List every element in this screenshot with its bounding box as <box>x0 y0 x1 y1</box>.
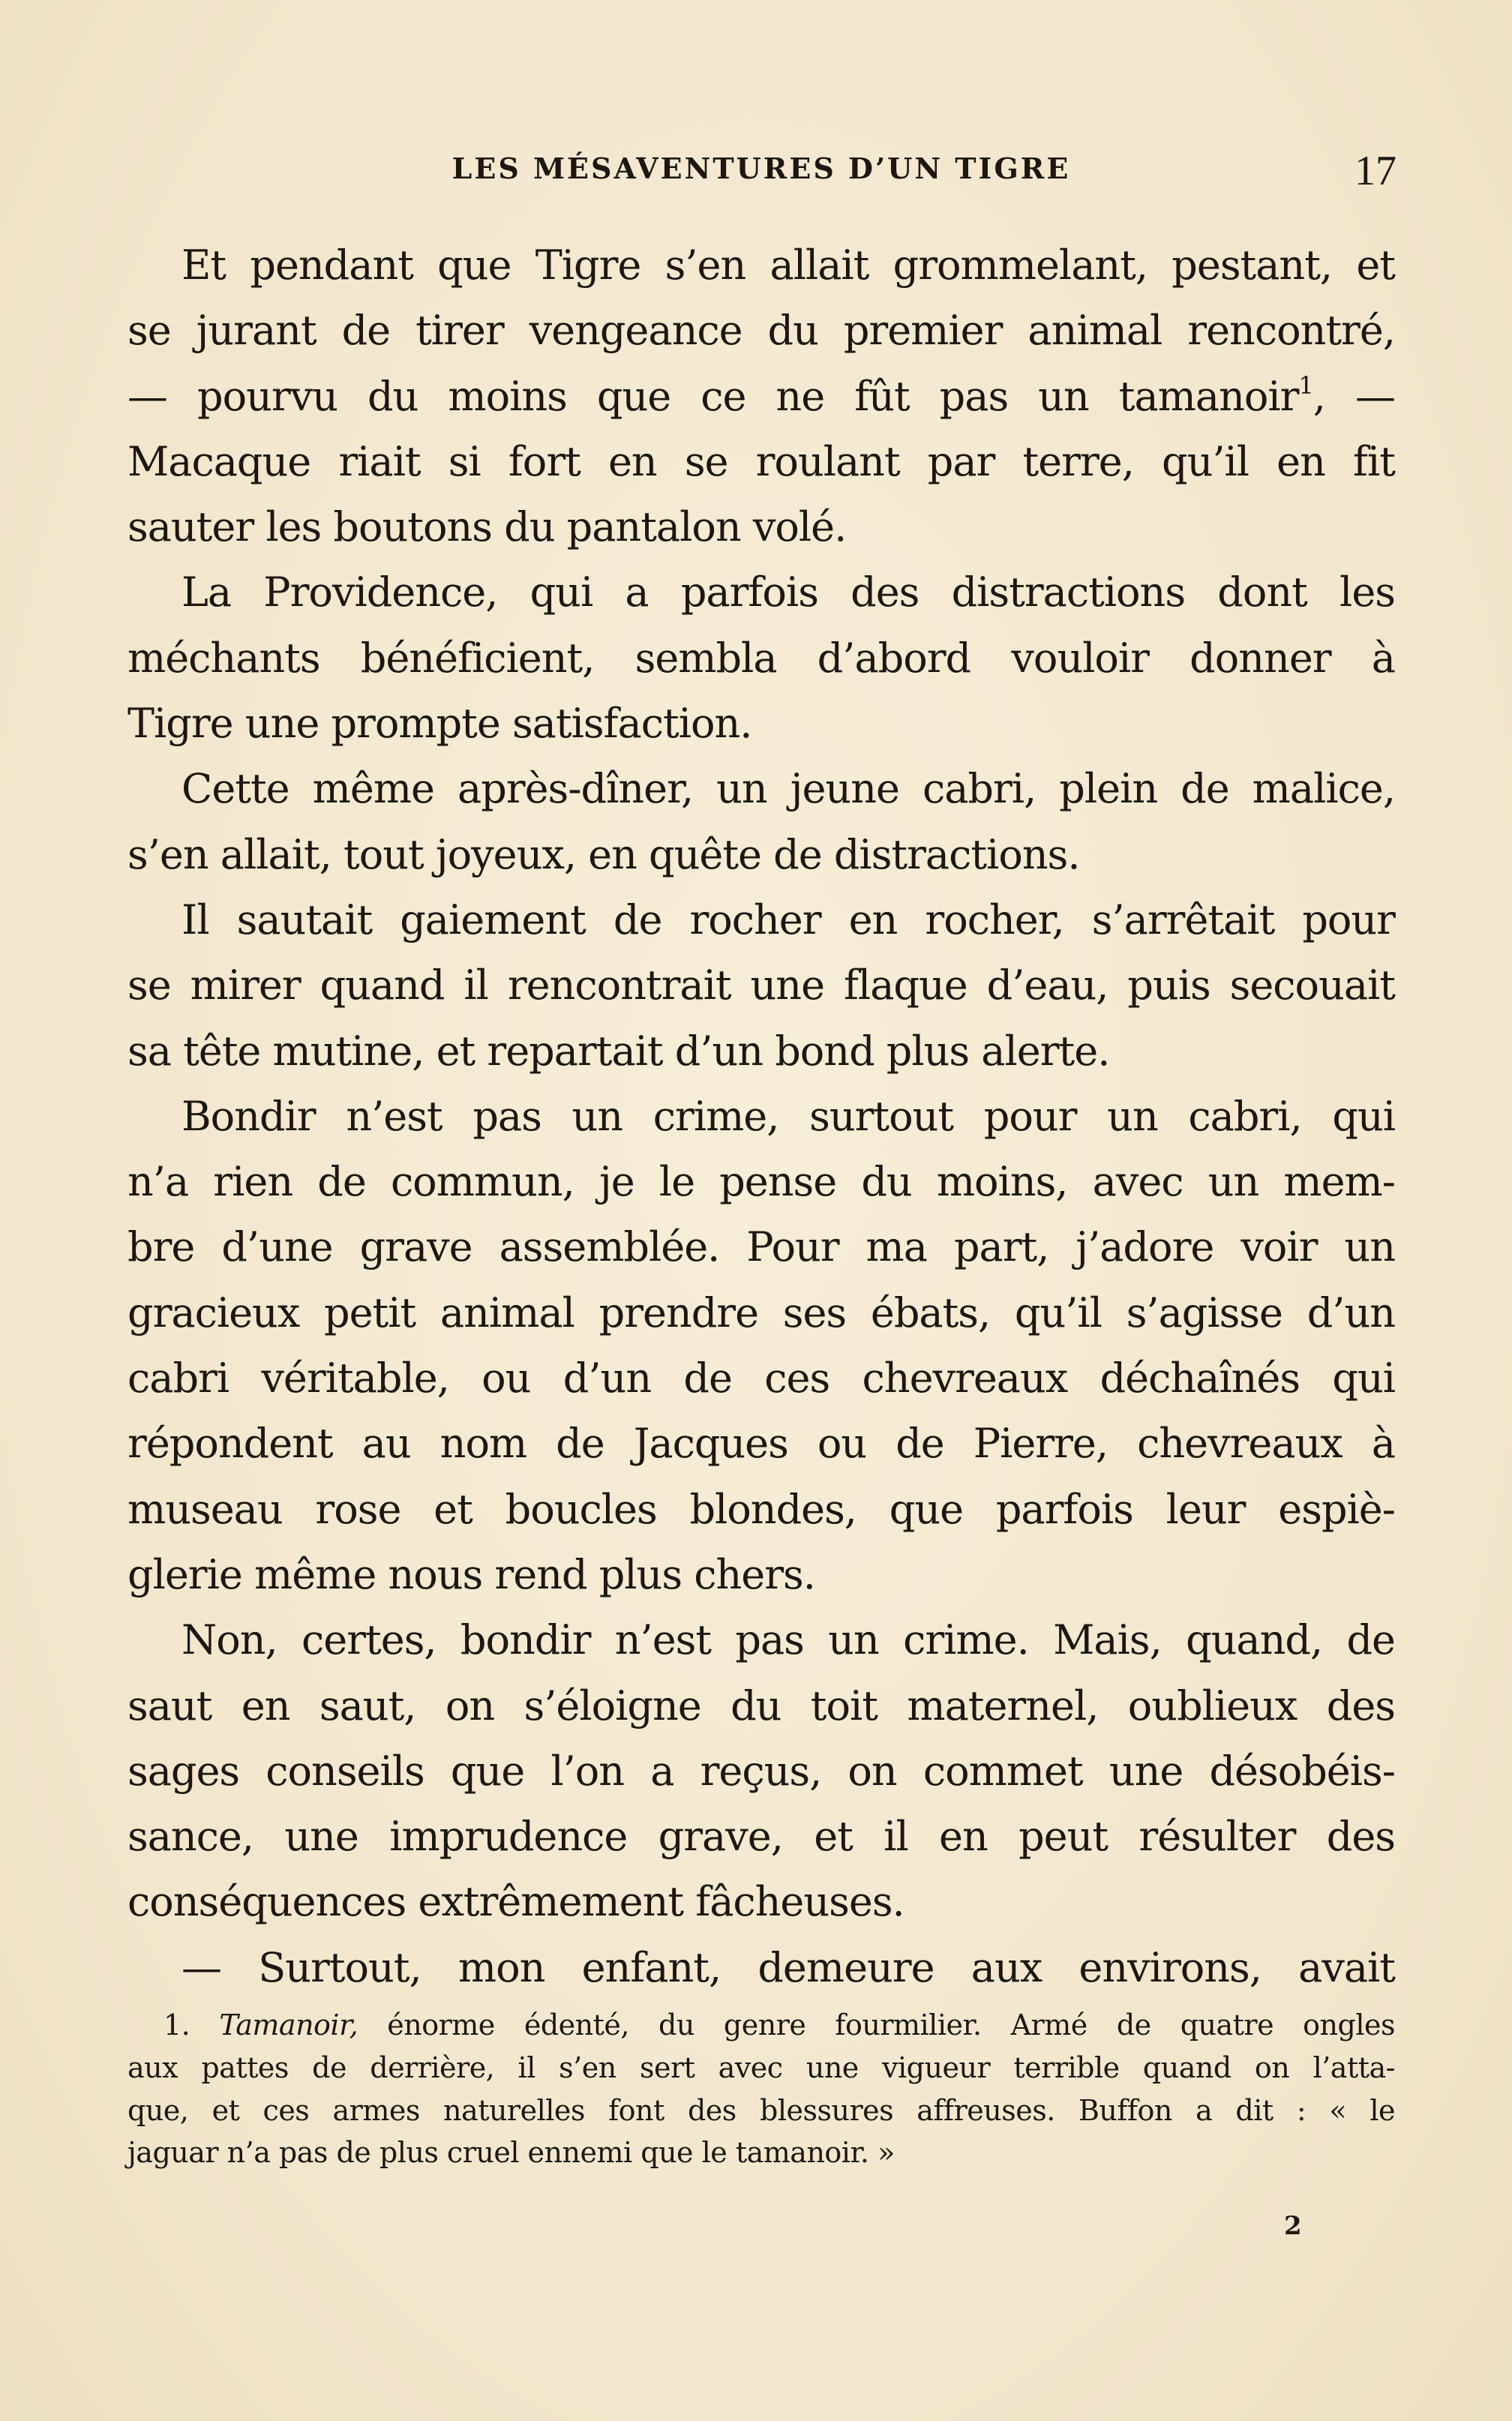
footnote-line: que, et ces armes naturelles font des blessures affreuses. Buffon a dit : « le <box>128 2093 1395 2127</box>
text-line: cabri véritable, ou d’un de ces chevreaux déchaînés qui <box>128 1354 1395 1402</box>
text-line: museau rose et boucles blondes, que parfois leur espiè- <box>128 1485 1395 1533</box>
text-line: bre d’une grave assemblée. Pour ma part, j’adore voir un <box>128 1223 1395 1271</box>
text-line: Cette même après-dîner, un jeune cabri, plein de malice, <box>182 765 1395 813</box>
text-line: La Providence, qui a parfois des distractions dont les <box>182 568 1395 616</box>
text-line-with-note <box>128 364 1395 429</box>
text-line: sages conseils que l’on a reçus, on commet une désobéis- <box>128 1747 1395 1795</box>
text-line: conséquences extrêmement fâcheuses. <box>128 1878 904 1926</box>
text-line-part: , — <box>1312 372 1395 420</box>
footnote-term: Tamanoir, <box>219 2008 358 2042</box>
text-line: sauter les boutons du pantalon volé. <box>128 503 847 551</box>
text-line: se jurant de tirer vengeance du premier animal rencontré, <box>128 307 1395 355</box>
text-line-part: — pourvu du moins que ce ne fût pas un tamanoir <box>128 372 1299 420</box>
body-text <box>128 232 1395 2000</box>
footnote-line <box>128 2004 1395 2047</box>
footnote-reference: 1 <box>1298 370 1313 400</box>
footnote-text: énorme édenté, du genre fourmilier. Armé de quatre ongles <box>387 2008 1395 2042</box>
text-line: Macaque riait si fort en se roulant par terre, qu’il en fit <box>128 437 1395 485</box>
text-line: s’en allait, tout joyeux, en quête de distractions. <box>128 830 1080 878</box>
text-line: saut en saut, on s’éloigne du toit maternel, oublieux des <box>128 1682 1395 1730</box>
text-line: glerie même nous rend plus chers. <box>128 1550 815 1598</box>
text-line: Et pendant que Tigre s’en allait grommelant, pestant, et <box>182 242 1395 289</box>
page-number: 17 <box>1354 148 1396 194</box>
footnote-line: jaguar n’a pas de plus cruel ennemi que le tamanoir. » <box>128 2136 895 2170</box>
page-header <box>128 147 1395 200</box>
footnote-line: aux pattes de derrière, il s’en sert avec une vigueur terrible quand on l’atta- <box>128 2050 1395 2084</box>
text-line: se mirer quand il rencontrait une flaque d’eau, puis secouait <box>128 962 1395 1010</box>
footnote <box>128 2004 1395 2174</box>
text-line: Il sautait gaiement de rocher en rocher, s’arrêtait pour <box>182 896 1395 944</box>
text-line: gracieux petit animal prendre ses ébats, qu’il s’agisse d’un <box>128 1288 1395 1336</box>
signature-mark: 2 <box>1284 2211 1302 2241</box>
text-line: Tigre une prompte satisfaction. <box>128 700 752 748</box>
text-line: sa tête mutine, et repartait d’un bond plus alerte. <box>128 1027 1110 1075</box>
text-line: Non, certes, bondir n’est pas un crime. Mais, quand, de <box>182 1616 1395 1664</box>
text-line: Bondir n’est pas un crime, surtout pour un cabri, qui <box>182 1092 1395 1140</box>
text-line: répondent au nom de Jacques ou de Pierre, chevreaux à <box>128 1420 1395 1468</box>
text-line: méchants bénéficient, sembla d’abord vouloir donner à <box>128 634 1395 682</box>
text-line: sance, une imprudence grave, et il en peut résulter des <box>128 1813 1395 1861</box>
running-title: LES MÉSAVENTURES D’UN TIGRE <box>452 152 1071 185</box>
text-line: n’a rien de commun, je le pense du moins, avec un mem- <box>128 1158 1395 1206</box>
text-line: — Surtout, mon enfant, demeure aux environs, avait <box>182 1943 1395 1991</box>
footnote-number: 1. <box>164 2008 190 2042</box>
